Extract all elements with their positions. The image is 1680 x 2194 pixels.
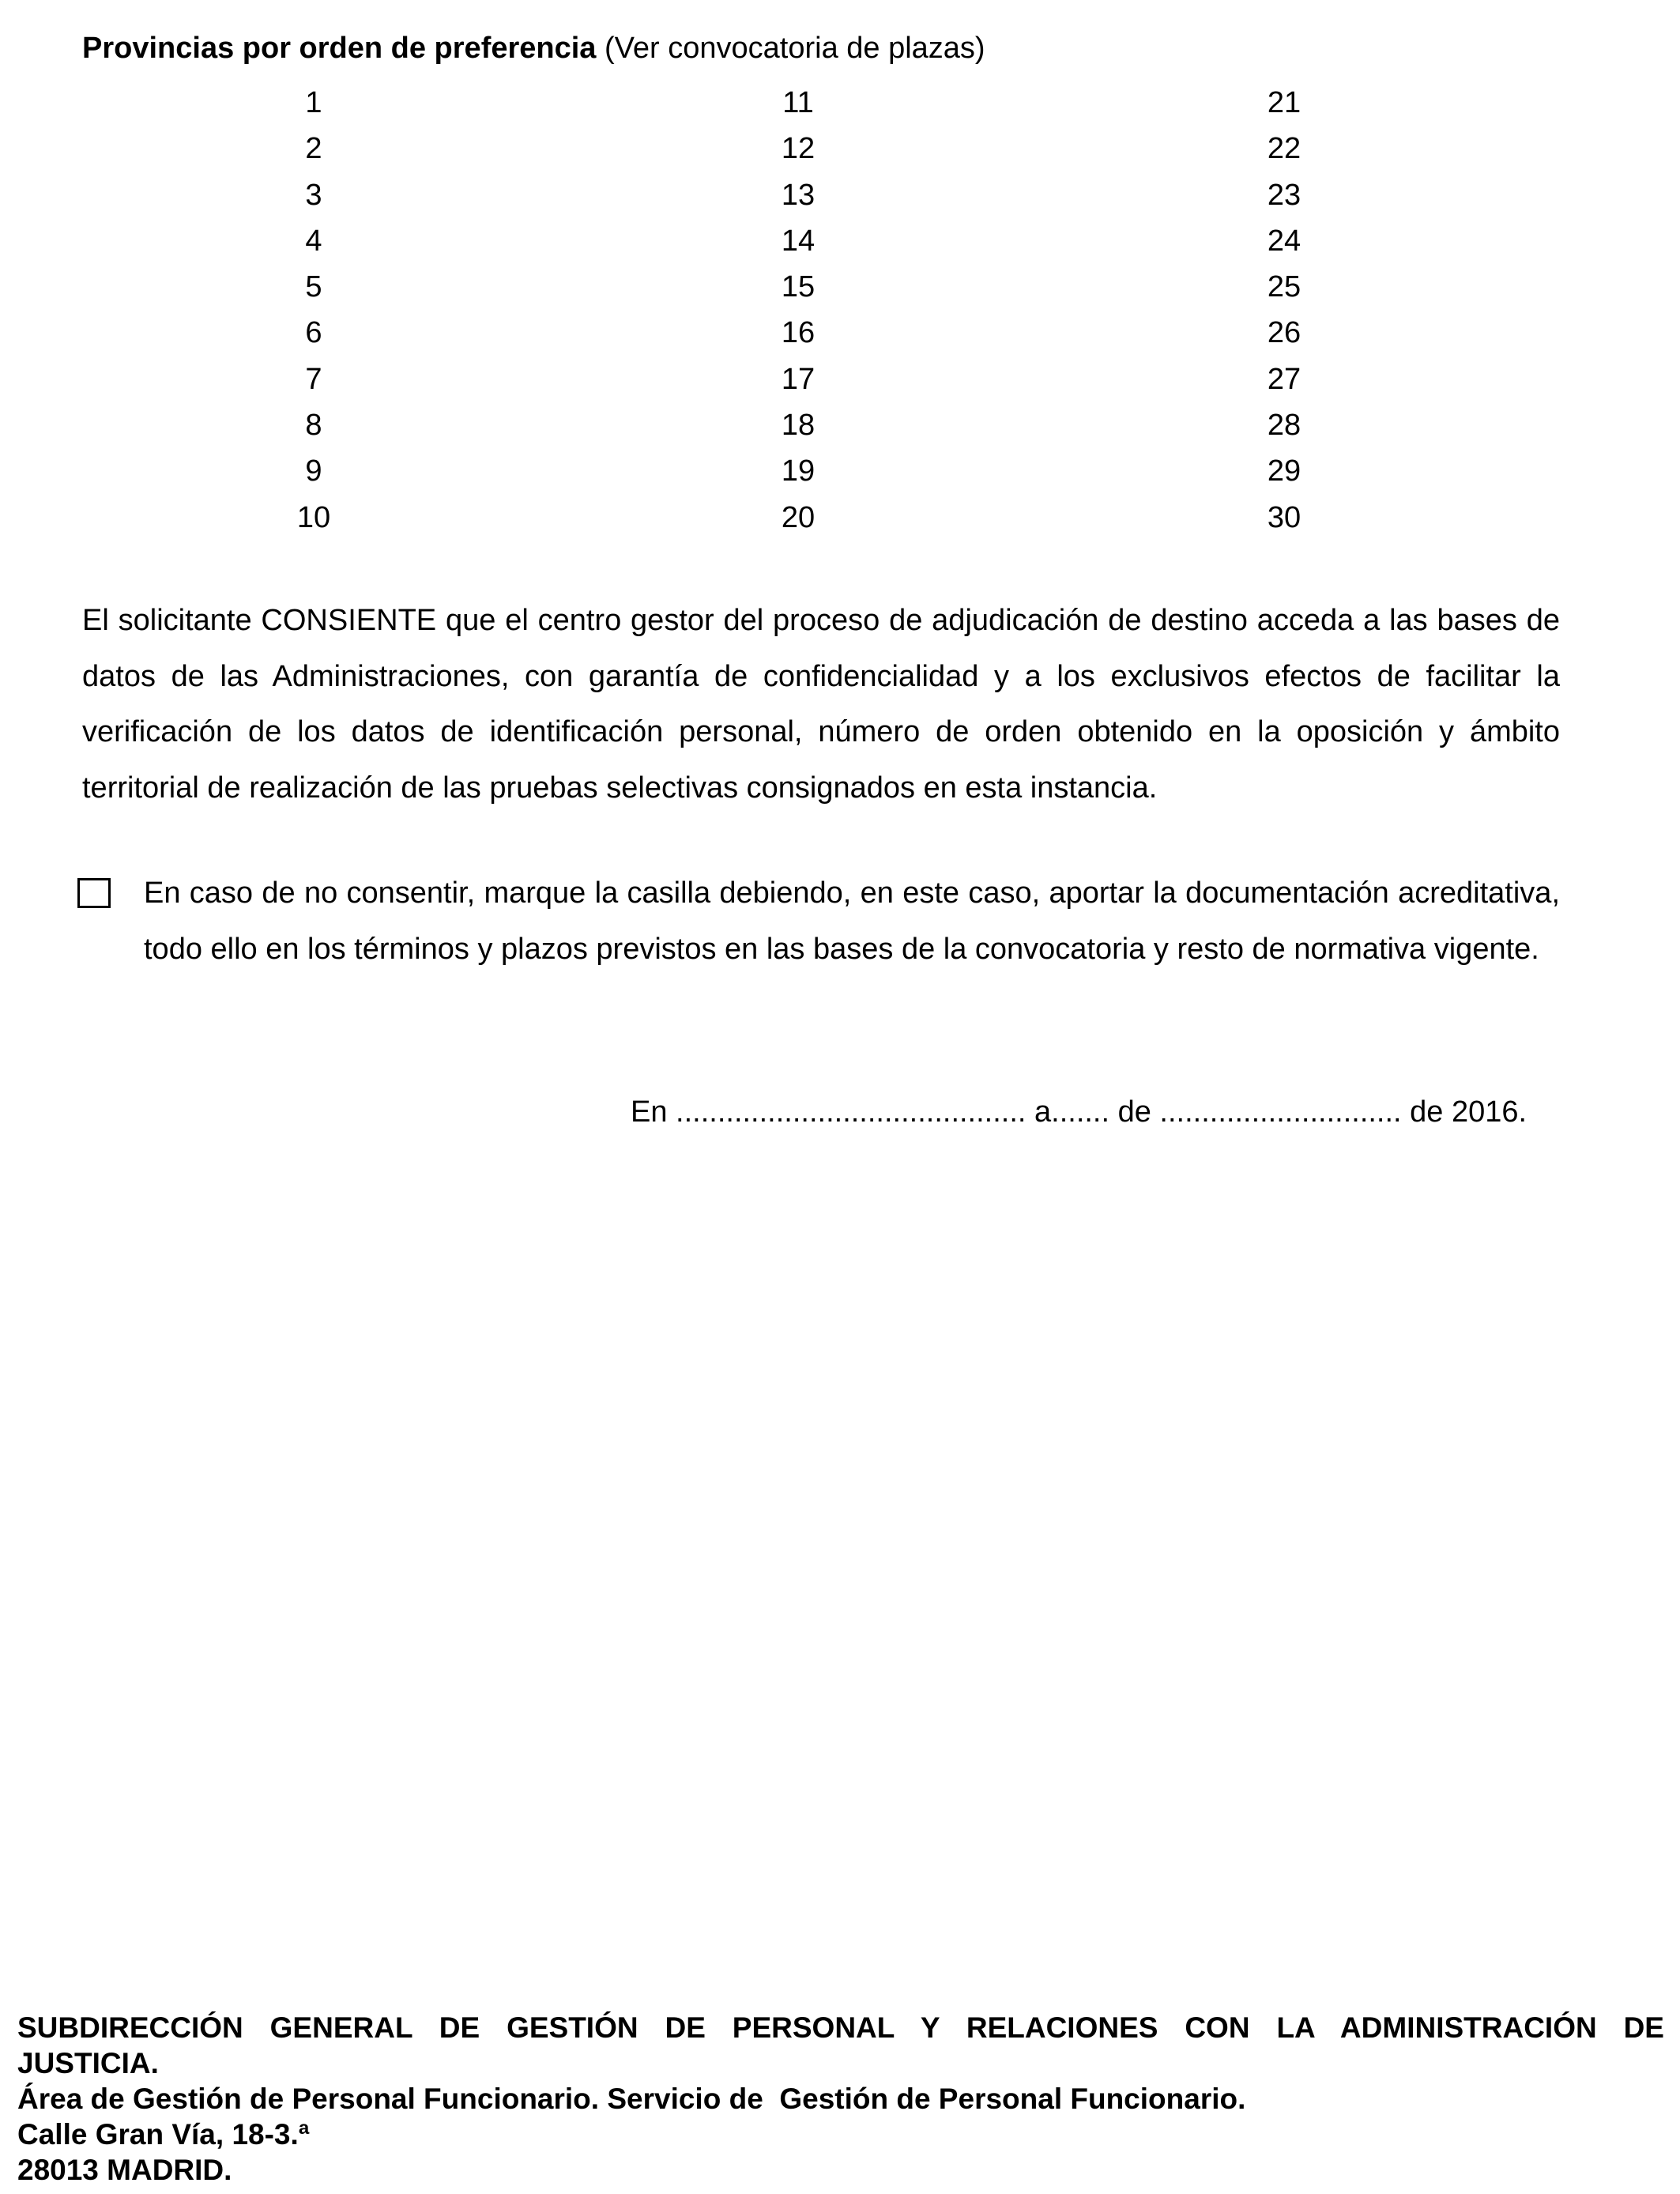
preference-number: 3 bbox=[305, 178, 322, 212]
preference-number: 6 bbox=[305, 316, 322, 350]
preference-number: 30 bbox=[1267, 500, 1301, 534]
preference-number: 21 bbox=[1267, 86, 1301, 119]
place-date-line: En .......................................... a....... de ............................. de 2016. bbox=[631, 1095, 1527, 1129]
preference-number: 10 bbox=[296, 500, 331, 534]
preference-number: 17 bbox=[781, 362, 816, 396]
preference-number: 8 bbox=[305, 409, 322, 443]
province-preference-list bbox=[0, 83, 1680, 549]
preference-number: 11 bbox=[782, 86, 814, 119]
preference-number: 15 bbox=[781, 270, 816, 304]
footer-address bbox=[17, 2010, 1664, 2188]
consent-paragraph: El solicitante CONSIENTE que el centro gestor del proceso de adjudicación de destino acceda a las bases de datos de las Administraciones, con garantía de confidencialidad y a los exclusivos efectos de facilitar la verificación de los datos de identificación personal, número de orden obtenido en la oposición y ámbito territorial de realización de las pruebas selectivas consignados en esta instancia. bbox=[82, 604, 1560, 805]
preference-number: 23 bbox=[1267, 178, 1301, 212]
footer-street-line: Calle Gran Vía, 18-3.ª bbox=[17, 2118, 310, 2151]
preference-number: 26 bbox=[1267, 316, 1301, 350]
preference-number: 5 bbox=[305, 270, 322, 304]
footer-city-line: 28013 MADRID. bbox=[17, 2154, 232, 2186]
footer-department-line: SUBDIRECCIÓN GENERAL DE GESTIÓN DE PERSONAL Y RELACIONES CON LA ADMINISTRACIÓN DE bbox=[17, 2011, 1664, 2044]
preference-number: 24 bbox=[1267, 224, 1301, 258]
footer-department-line-2: JUSTICIA. bbox=[17, 2047, 159, 2079]
preference-number: 28 bbox=[1267, 409, 1301, 443]
preference-number: 27 bbox=[1267, 362, 1301, 396]
footer-service-line: Área de Gestión de Personal Funcionario. Servicio de Gestión de Personal Funcionario. bbox=[17, 2083, 1246, 2115]
preference-column-2 bbox=[735, 83, 861, 544]
preference-number: 22 bbox=[1267, 132, 1301, 166]
preference-number: 14 bbox=[781, 224, 816, 258]
preference-number: 9 bbox=[305, 454, 322, 488]
preference-column-1 bbox=[250, 83, 377, 544]
heading-note: (Ver convocatoria de plazas) bbox=[596, 32, 985, 65]
preference-number: 19 bbox=[781, 454, 816, 488]
preference-number: 13 bbox=[781, 178, 816, 212]
no-consent-label: En caso de no consentir, marque la casilla debiendo, en este caso, aportar la documentación acreditativa, todo ello en los términos y plazos previstos en las bases de la convocatoria y resto de normativa vigente. bbox=[144, 876, 1560, 966]
preference-number: 25 bbox=[1267, 270, 1301, 304]
preference-column-3 bbox=[1221, 83, 1347, 544]
heading-bold-text: Provincias por orden de preferencia bbox=[82, 32, 597, 65]
preference-number: 1 bbox=[305, 86, 322, 119]
preference-number: 12 bbox=[781, 132, 816, 166]
preference-number: 16 bbox=[781, 316, 816, 350]
preference-number: 2 bbox=[305, 132, 322, 166]
preference-number: 18 bbox=[781, 409, 816, 443]
preference-number: 29 bbox=[1267, 454, 1301, 488]
page-heading bbox=[82, 28, 985, 68]
no-consent-checkbox[interactable] bbox=[77, 878, 111, 908]
preference-number: 7 bbox=[305, 362, 322, 396]
preference-number: 4 bbox=[305, 224, 322, 258]
preference-number: 20 bbox=[781, 500, 816, 534]
